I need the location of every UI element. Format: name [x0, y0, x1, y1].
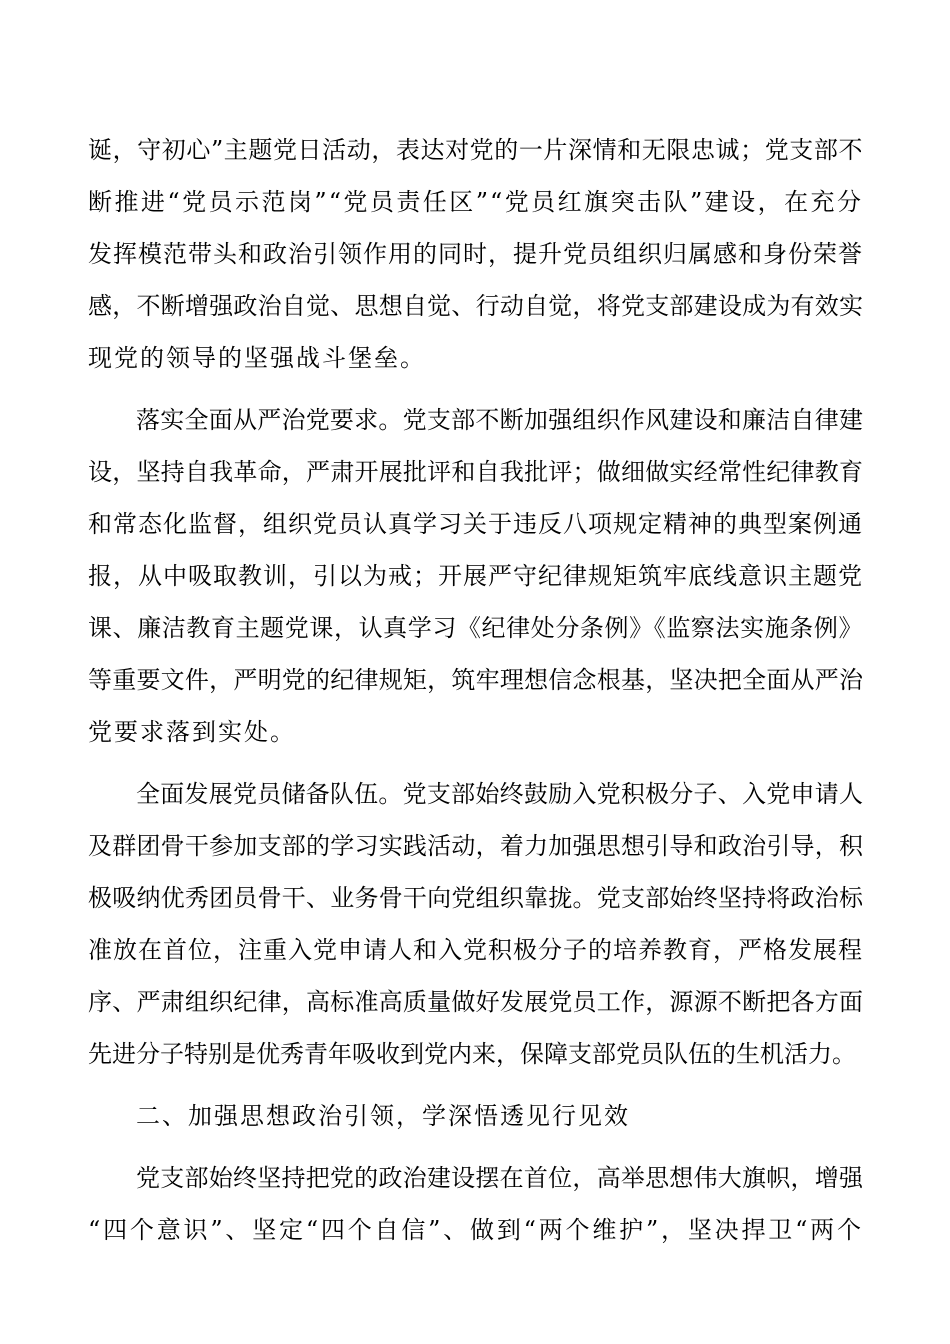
paragraph-gap	[88, 1080, 863, 1090]
text-line: “四个意识”、坚定“四个自信”、做到“两个维护”，坚决捍卫“两个	[88, 1216, 863, 1244]
paragraph	[88, 394, 863, 758]
text-line: 序、严肃组织纪律，高标准高质量做好发展党员工作，源源不断把各方面	[88, 988, 863, 1016]
paragraph-gap	[88, 1142, 863, 1152]
text-line: 极吸纳优秀团员骨干、业务骨干向党组织靠拢。党支部始终坚持将政治标	[88, 884, 863, 912]
text-line: 现党的领导的坚强战斗堡垒。	[88, 344, 426, 372]
text-line: 先进分子特别是优秀青年吸收到党内来，保障支部党员队伍的生机活力。	[88, 1040, 856, 1068]
text-line: 落实全面从严治党要求。党支部不断加强组织作风建设和廉洁自律建	[136, 406, 863, 434]
text-line: 党要求落到实处。	[88, 718, 296, 746]
text-line: 党支部始终坚持把党的政治建设摆在首位，高举思想伟大旗帜，增强	[136, 1164, 863, 1192]
text-line: 断推进“党员示范岗”“党员责任区”“党员红旗突击队”建设，在充分	[88, 188, 863, 216]
text-line: 课、廉洁教育主题党课，认真学习《纪律处分条例》《监察法实施条例》	[88, 614, 863, 642]
text-line: 准放在首位，注重入党申请人和入党积极分子的培养教育，严格发展程	[88, 936, 863, 964]
text-line: 二、加强思想政治引领，学深悟透见行见效	[136, 1102, 630, 1130]
text-line: 等重要文件，严明党的纪律规矩，筑牢理想信念根基，坚决把全面从严治	[88, 666, 863, 694]
text-line: 及群团骨干参加支部的学习实践活动，着力加强思想引导和政治引导，积	[88, 832, 863, 860]
paragraph	[88, 124, 863, 384]
paragraph-gap	[88, 384, 863, 394]
paragraph	[88, 768, 863, 1080]
text-line: 诞，守初心”主题党日活动，表达对党的一片深情和无限忠诚；党支部不	[88, 136, 863, 164]
document-body	[88, 124, 863, 1256]
paragraph-gap	[88, 758, 863, 768]
text-line: 和常态化监督，组织党员认真学习关于违反八项规定精神的典型案例通	[88, 510, 863, 538]
text-line: 设，坚持自我革命，严肃开展批评和自我批评；做细做实经常性纪律教育	[88, 458, 863, 486]
text-line: 报，从中吸取教训，引以为戒；开展严守纪律规矩筑牢底线意识主题党	[88, 562, 863, 590]
text-line: 全面发展党员储备队伍。党支部始终鼓励入党积极分子、入党申请人	[136, 780, 863, 808]
paragraph	[88, 1090, 863, 1142]
text-line: 感，不断增强政治自觉、思想自觉、行动自觉，将党支部建设成为有效实	[88, 292, 863, 320]
paragraph	[88, 1152, 863, 1256]
text-line: 发挥模范带头和政治引领作用的同时，提升党员组织归属感和身份荣誉	[88, 240, 863, 268]
